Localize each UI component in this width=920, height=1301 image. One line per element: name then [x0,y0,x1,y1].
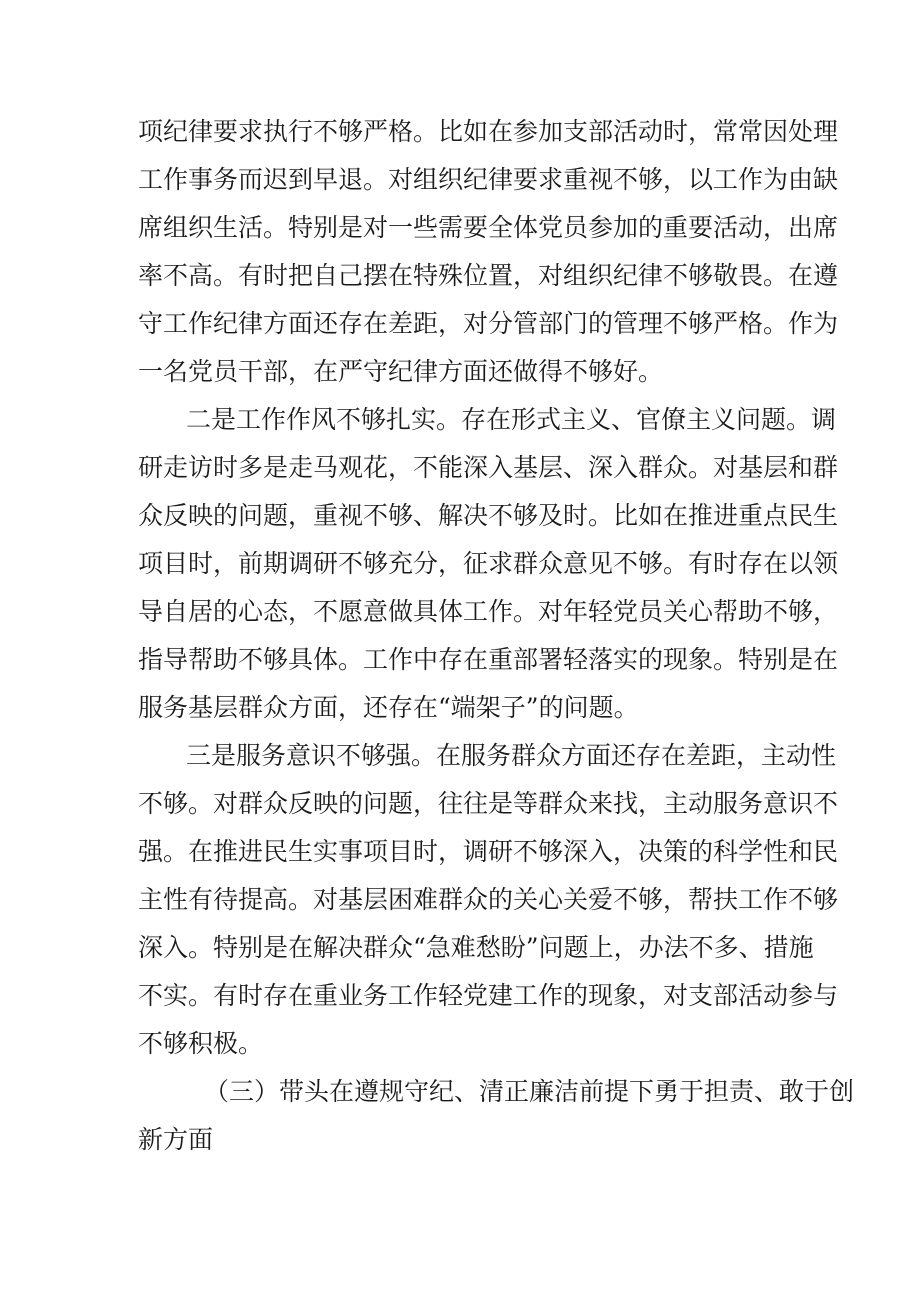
text-line: 指导帮助不够具体。工作中存在重部署轻落实的现象。特别是在 [138,645,839,674]
section-heading-line: 新方面 [138,1125,214,1154]
text-line: 不够。对群众反映的问题，往往是等群众来找，主动服务意识不 [138,789,839,818]
paragraph-first-line: 三是服务意识不够强。在服务群众方面还存在差距，主动性 [186,741,837,770]
text-line: 工作事务而迟到早退。对组织纪律要求重视不够，以工作为由缺 [138,165,839,194]
text-line: 守工作纪律方面还存在差距，对分管部门的管理不够严格。作为 [138,309,839,338]
section-heading-line: （三）带头在遵规守纪、清正廉洁前提下勇于担责、敢于创 [204,1077,855,1106]
text-line: 强。在推进民生实事项目时，调研不够深入，决策的科学性和民 [138,837,839,866]
paragraph-first-line: 二是工作作风不够扎实。存在形式主义、官僚主义问题。调 [186,405,837,434]
text-line: 率不高。有时把自己摆在特殊位置，对组织纪律不够敬畏。在遵 [138,261,839,290]
text-line: 席组织生活。特别是对一些需要全体党员参加的重要活动，出席 [138,213,839,242]
text-line: 不够积极。 [138,1029,264,1058]
text-line: 主性有待提高。对基层困难群众的关心关爱不够，帮扶工作不够 [138,885,839,914]
text-line: 服务基层群众方面，还存在“端架子”的问题。 [138,693,639,722]
text-line: 一名党员干部，在严守纪律方面还做得不够好。 [138,357,664,386]
text-line: 众反映的问题，重视不够、解决不够及时。比如在推进重点民生 [138,501,839,530]
text-line: 不实。有时存在重业务工作轻党建工作的现象，对支部活动参与 [138,981,839,1010]
text-line: 导自居的心态，不愿意做具体工作。对年轻党员关心帮助不够， [138,597,839,626]
text-line: 深入。特别是在解决群众“急难愁盼”问题上，办法不多、措施 [138,933,814,962]
text-line: 研走访时多是走马观花，不能深入基层、深入群众。对基层和群 [138,453,839,482]
text-line: 项目时，前期调研不够充分，征求群众意见不够。有时存在以领 [138,549,839,578]
text-line: 项纪律要求执行不够严格。比如在参加支部活动时，常常因处理 [138,117,839,146]
